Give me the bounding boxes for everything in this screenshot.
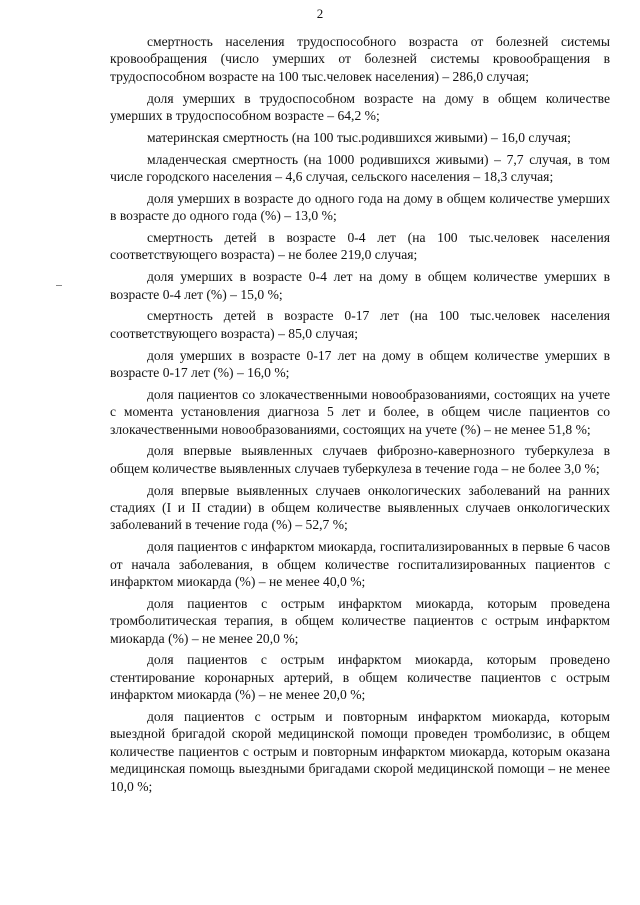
page-number: 2 [316,6,324,21]
paragraph-tuberculosis: доля впервые выявленных случаев фиброзно-кавернозного туберкулеза в общем количестве выявленных случаев туберкулеза в течение года – не более 3,0 %; [110,443,610,476]
paragraph-oncology-5-years: доля пациентов со злокачественными новообразованиями, состоящих на учете с момента установления диагноза 5 лет и более, в общем числе пациентов со злокачественными новообразованиями, состоящих на учете (%) – не менее 51,8 %; [110,386,610,437]
paragraph-mi-hospitalized-6h: доля пациентов с инфарктом миокарда, госпитализированных в первые 6 часов от начала заболевания, в общем количестве госпитализированных пациентов с инфарктом миокарда (%) – не менее 40,0 %; [110,539,610,590]
paragraph-home-deaths-0-17: доля умерших в возрасте 0-17 лет на дому в общем количестве умерших в возрасте 0-17 лет (%) – 16,0 %; [110,347,610,381]
document-body [110,33,610,800]
paragraph-mi-stenting: доля пациентов с острым инфарктом миокарда, которым проведено стентирование коронарных артерий, в общем количестве пациентов с острым инфарктом миокарда (%) – не менее 20,0 %; [110,652,610,703]
paragraph-child-mortality-0-4: смертность детей в возрасте 0-4 лет (на 100 тыс.человек населения соответствующего возраста) – не более 219,0 случая; [110,230,610,263]
paragraph-home-deaths-0-4: доля умерших в возрасте 0-4 лет на дому в общем количестве умерших в возрасте 0-4 лет (%) – 15,0 %; [110,269,610,302]
paragraph-maternal-mortality: материнская смертность (на 100 тыс.родившихся живыми) – 16,0 случая; [147,129,571,145]
paragraph-mi-thrombolytic: доля пациентов с острым инфарктом миокарда, которым проведена тромболитическая терапия, в общем количестве пациентов с острым инфарктом миокарда (%) – не менее 20,0 %; [110,595,610,646]
margin-mark [56,285,62,286]
paragraph-oncology-early-stage: доля впервые выявленных случаев онкологических заболеваний на ранних стадиях (I и II стадии) в общем количестве выявленных случаев онкологических заболеваний в течение года (%) – 52,7 %; [110,482,610,533]
paragraph-cvd-mortality: смертность населения трудоспособного возраста от болезней системы кровообращения (число умерших от болезней системы кровообращения в трудоспособном возрасте на 100 тыс.человек населения) – 286,0 случая; [110,34,610,84]
paragraph-infant-mortality: младенческая смертность (на 1000 родившихся живыми) – 7,7 случая, в том числе городского населения – 4,6 случая, сельского населения – 18,3 случая; [110,151,610,185]
paragraph-home-deaths-under-one: доля умерших в возрасте до одного года на дому в общем количестве умерших в возрасте до одного года (%) – 13,0 %; [110,190,610,224]
paragraph-mi-ambulance-thrombolysis: доля пациентов с острым и повторным инфарктом миокарда, которым выездной бригадой скорой медицинской помощи проведен тромболизис, в общем количестве пациентов с острым и повторным инфарктом миокарда, которым оказана медицинская помощь выездными бригадами скорой медицинской помощи – не менее 10,0 %; [110,709,610,794]
paragraph-child-mortality-0-17: смертность детей в возрасте 0-17 лет (на 100 тыс.человек населения соответствующего возраста) – 85,0 случая; [110,308,610,341]
paragraph-home-deaths-working-age: доля умерших в трудоспособном возрасте на дому в общем количестве умерших в трудоспособном возрасте – 64,2 %; [110,90,610,124]
